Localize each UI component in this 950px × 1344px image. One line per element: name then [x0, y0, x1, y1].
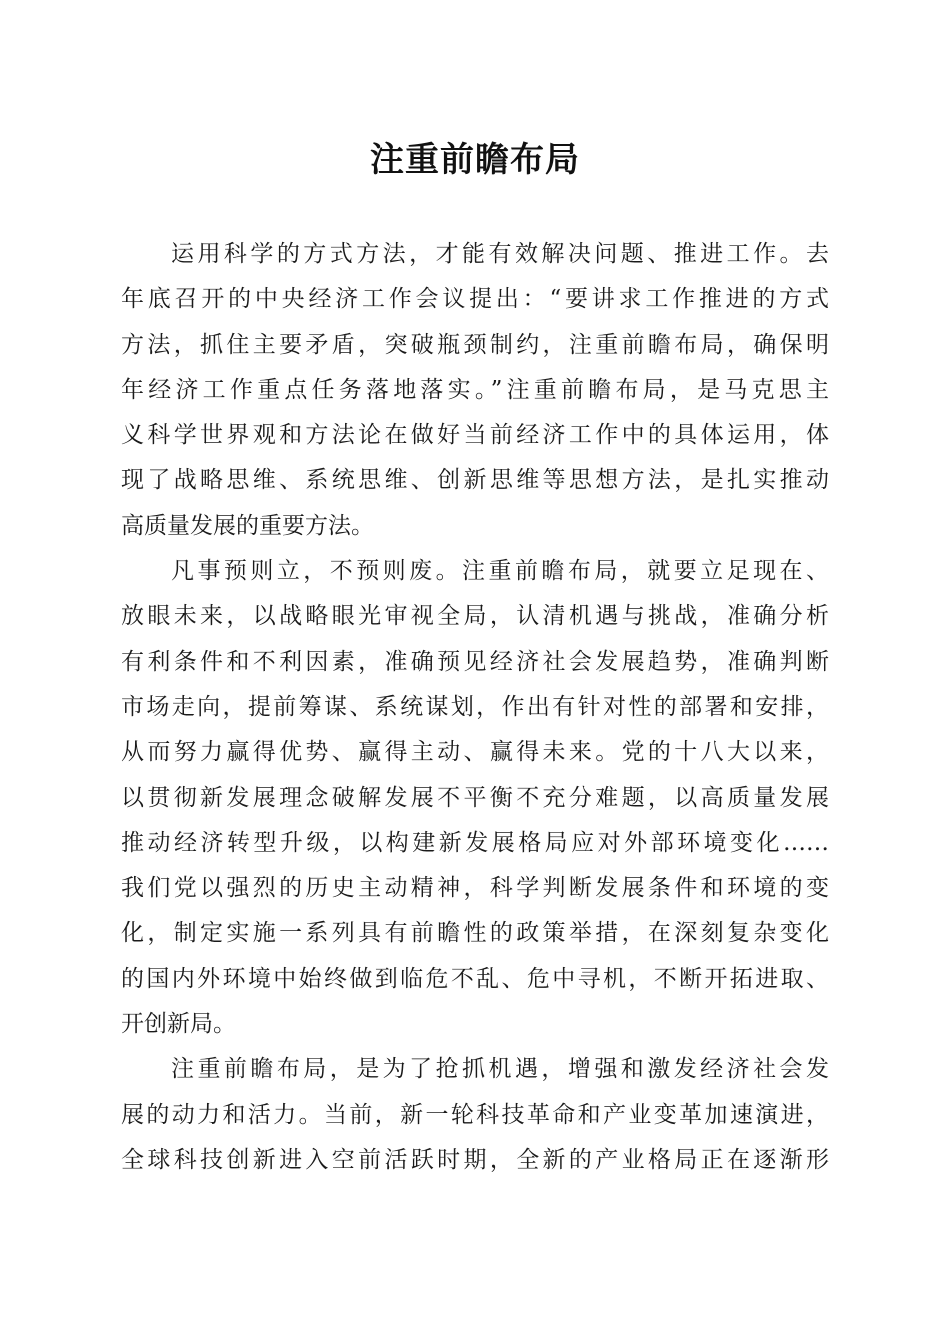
text-line: 以贯彻新发展理念破解发展不平衡不充分难题，以高质量发展 [121, 784, 829, 811]
text-line: 化，制定实施一系列具有前瞻性的政策举措，在深刻复杂变化 [121, 920, 829, 947]
text-line: 年底召开的中央经济工作会议提出：“要讲求工作推进的方式 [121, 286, 829, 313]
text-line: 方法，抓住主要矛盾，突破瓶颈制约，注重前瞻布局，确保明 [121, 331, 829, 358]
text-line: 开创新局。 [121, 1011, 236, 1038]
text-line: 的国内外环境中始终做到临危不乱、危中寻机，不断开拓进取、 [121, 965, 829, 992]
text-line: 全球科技创新进入空前活跃时期，全新的产业格局正在逐渐形 [121, 1146, 829, 1173]
text-line: 我们党以强烈的历史主动精神，科学判断发展条件和环境的变 [121, 875, 829, 902]
text-line: 凡事预则立，不预则废。注重前瞻布局，就要立足现在、 [171, 558, 829, 585]
text-line: 展的动力和活力。当前，新一轮科技革命和产业变革加速演进， [121, 1101, 829, 1128]
text-line: 有利条件和不利因素，准确预见经济社会发展趋势，准确判断 [121, 648, 829, 675]
text-line: 现了战略思维、系统思维、创新思维等思想方法，是扎实推动 [121, 467, 829, 494]
text-line: 注重前瞻布局，是为了抢抓机遇，增强和激发经济社会发 [171, 1056, 829, 1083]
text-line: 年经济工作重点任务落地落实。”注重前瞻布局，是马克思主 [121, 376, 829, 403]
text-line: 从而努力赢得优势、赢得主动、赢得未来。党的十八大以来， [121, 739, 829, 766]
article-body [121, 232, 829, 1183]
text-line: 高质量发展的重要方法。 [121, 512, 374, 539]
page-title: 注重前瞻布局 [370, 140, 580, 180]
text-line: 推动经济转型升级，以构建新发展格局应对外部环境变化…… [121, 829, 829, 856]
text-line: 放眼未来，以战略眼光审视全局，认清机遇与挑战，准确分析 [121, 603, 829, 630]
text-line: 市场走向，提前筹谋、系统谋划，作出有针对性的部署和安排， [121, 693, 829, 720]
text-line: 义科学世界观和方法论在做好当前经济工作中的具体运用，体 [121, 422, 829, 449]
text-line: 运用科学的方式方法，才能有效解决问题、推进工作。去 [171, 241, 829, 267]
